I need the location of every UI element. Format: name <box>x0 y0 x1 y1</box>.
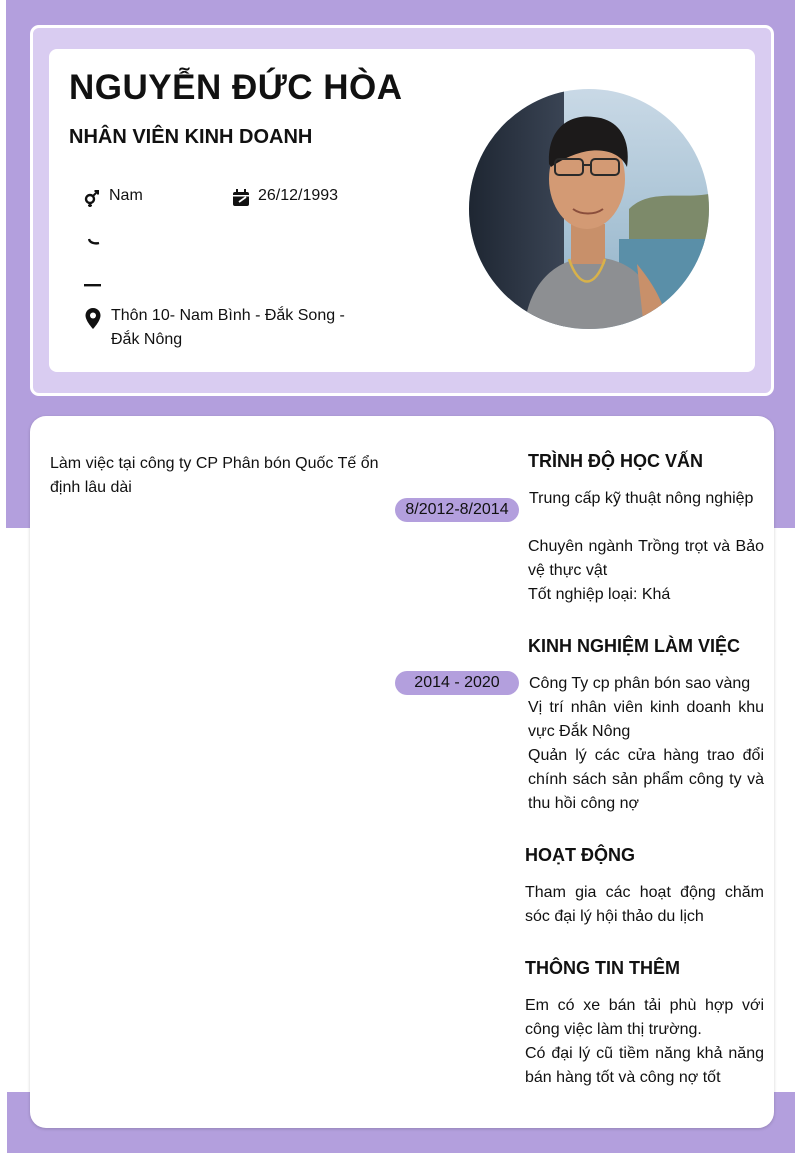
location-icon <box>83 304 103 334</box>
profile-photo <box>469 89 709 329</box>
phone-icon <box>88 238 100 246</box>
address-info <box>83 304 361 352</box>
experience-heading: KINH NGHIỆM LÀM VIỆC <box>528 636 741 656</box>
experience-period-badge: 2014 - 2020 <box>395 671 519 695</box>
birthdate-value: 26/12/1993 <box>258 187 339 204</box>
address-value: Thôn 10- Nam Bình - Đắk Song - Đắk Nông <box>111 307 345 348</box>
experience-line: Vị trí nhân viên kinh doanh khu vực Đắk Nông <box>528 699 764 740</box>
education-heading: TRÌNH ĐỘ HỌC VẤN <box>528 451 703 471</box>
education-line: Trung cấp kỹ thuật nông nghiệp <box>529 490 754 507</box>
calendar-icon <box>231 184 251 208</box>
activities-line: Tham gia các hoạt động chăm sóc đại lý hội thảo du lịch <box>525 884 764 925</box>
activities-heading: HOẠT ĐỘNG <box>525 845 635 865</box>
education-period-badge: 8/2012-8/2014 <box>395 498 519 522</box>
experience-line: Công Ty cp phân bón sao vàng <box>529 675 751 692</box>
birthdate-info <box>231 184 338 208</box>
additional-info-heading: THÔNG TIN THÊM <box>525 958 680 978</box>
additional-info-line: Em có xe bán tải phù hợp với công việc làm thị trường. <box>525 997 764 1038</box>
education-line: Tốt nghiệp loại: Khá <box>528 586 671 603</box>
job-title: NHÂN VIÊN KINH DOANH <box>69 126 313 148</box>
gender-info <box>82 184 143 208</box>
gender-value: Nam <box>109 187 143 204</box>
email-icon <box>84 284 102 288</box>
career-objective: Làm việc tại công ty CP Phân bón Quốc Tế ổn định lâu dài <box>50 455 379 496</box>
education-line: Chuyên ngành Trồng trọt và Bảo vệ thực vật <box>528 538 764 579</box>
experience-line: Quản lý các cửa hàng trao đổi chính sách sản phẩm công ty và thu hồi công nợ <box>528 747 764 812</box>
candidate-name: NGUYỄN ĐỨC HÒA <box>69 68 403 107</box>
gender-icon <box>82 184 102 208</box>
additional-info-line: Có đại lý cũ tiềm năng khả năng bán hàng tốt và công nợ tốt <box>525 1045 764 1086</box>
